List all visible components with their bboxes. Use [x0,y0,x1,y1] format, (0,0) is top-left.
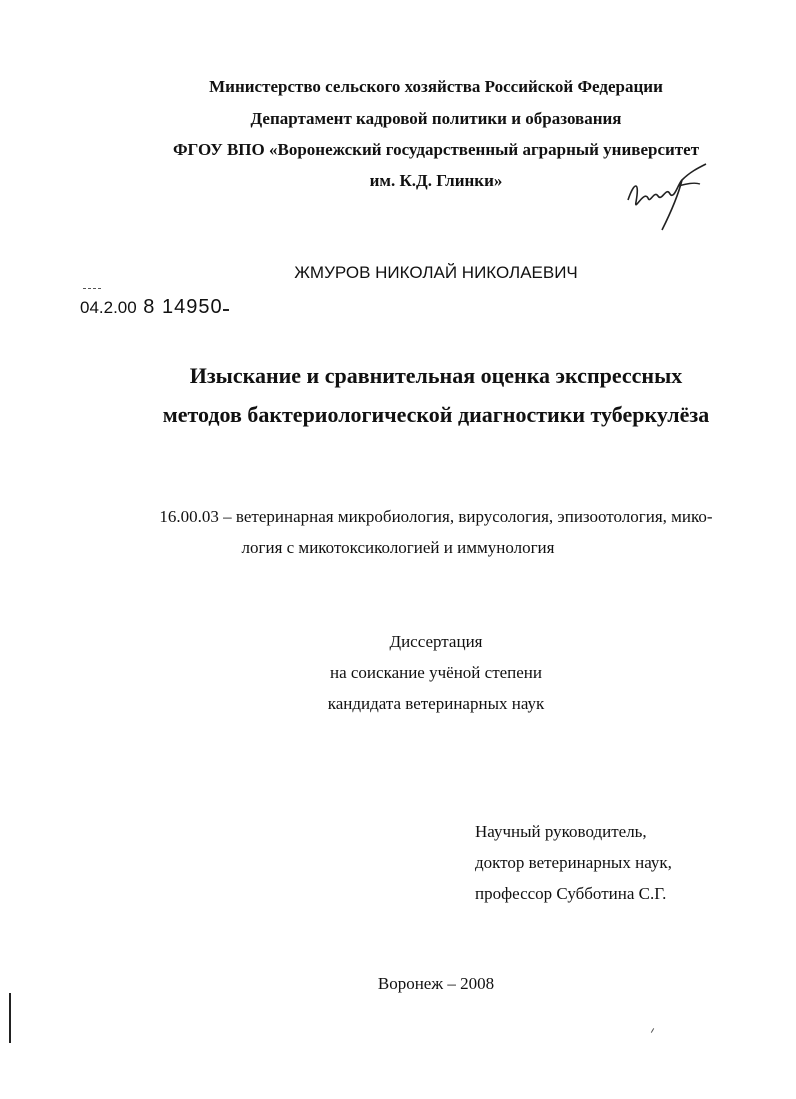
registration-number [80,296,223,319]
specialty-line1: 16.00.03 – ветеринарная микробиология, вирусология, эпизоотология, мико- [159,507,713,526]
registration-prefix: 04.2.00 [80,298,137,317]
degree-line: на соискание учёной степени [329,663,543,682]
stamp-mark [83,288,101,289]
signature-mark [620,160,720,235]
dissertation-title-line1: Изыскание и сравнительная оценка экспрессных [189,363,683,388]
registration-code: 8 14950 [143,296,223,318]
supervisor-label: Научный руководитель, [475,822,647,841]
supervisor-degree: доктор ветеринарных наук, [475,853,672,872]
degree-name: кандидата ветеринарных наук [327,694,545,713]
specialty-line2: логия с микотоксикологией и иммунология [241,538,555,557]
supervisor-name: профессор Субботина С.Г. [475,884,667,903]
author-name: ЖМУРОВ НИКОЛАЙ НИКОЛАЕВИЧ [294,263,578,282]
scan-edge-line [9,993,11,1043]
department-title: Департамент кадровой политики и образования [250,109,622,128]
stamp-dash [223,309,229,311]
ministry-title: Министерство сельского хозяйства Российской Федерации [209,77,663,96]
university-name-suffix: им. К.Д. Глинки» [369,171,503,190]
university-title: ФГОУ ВПО «Воронежский государственный аграрный университет [172,140,700,159]
city-year: Воронеж – 2008 [377,974,495,993]
dissertation-title-line2: методов бактериологической диагностики туберкулёза [162,402,710,427]
document-type: Диссертация [389,632,483,651]
scan-speck [651,1028,654,1033]
